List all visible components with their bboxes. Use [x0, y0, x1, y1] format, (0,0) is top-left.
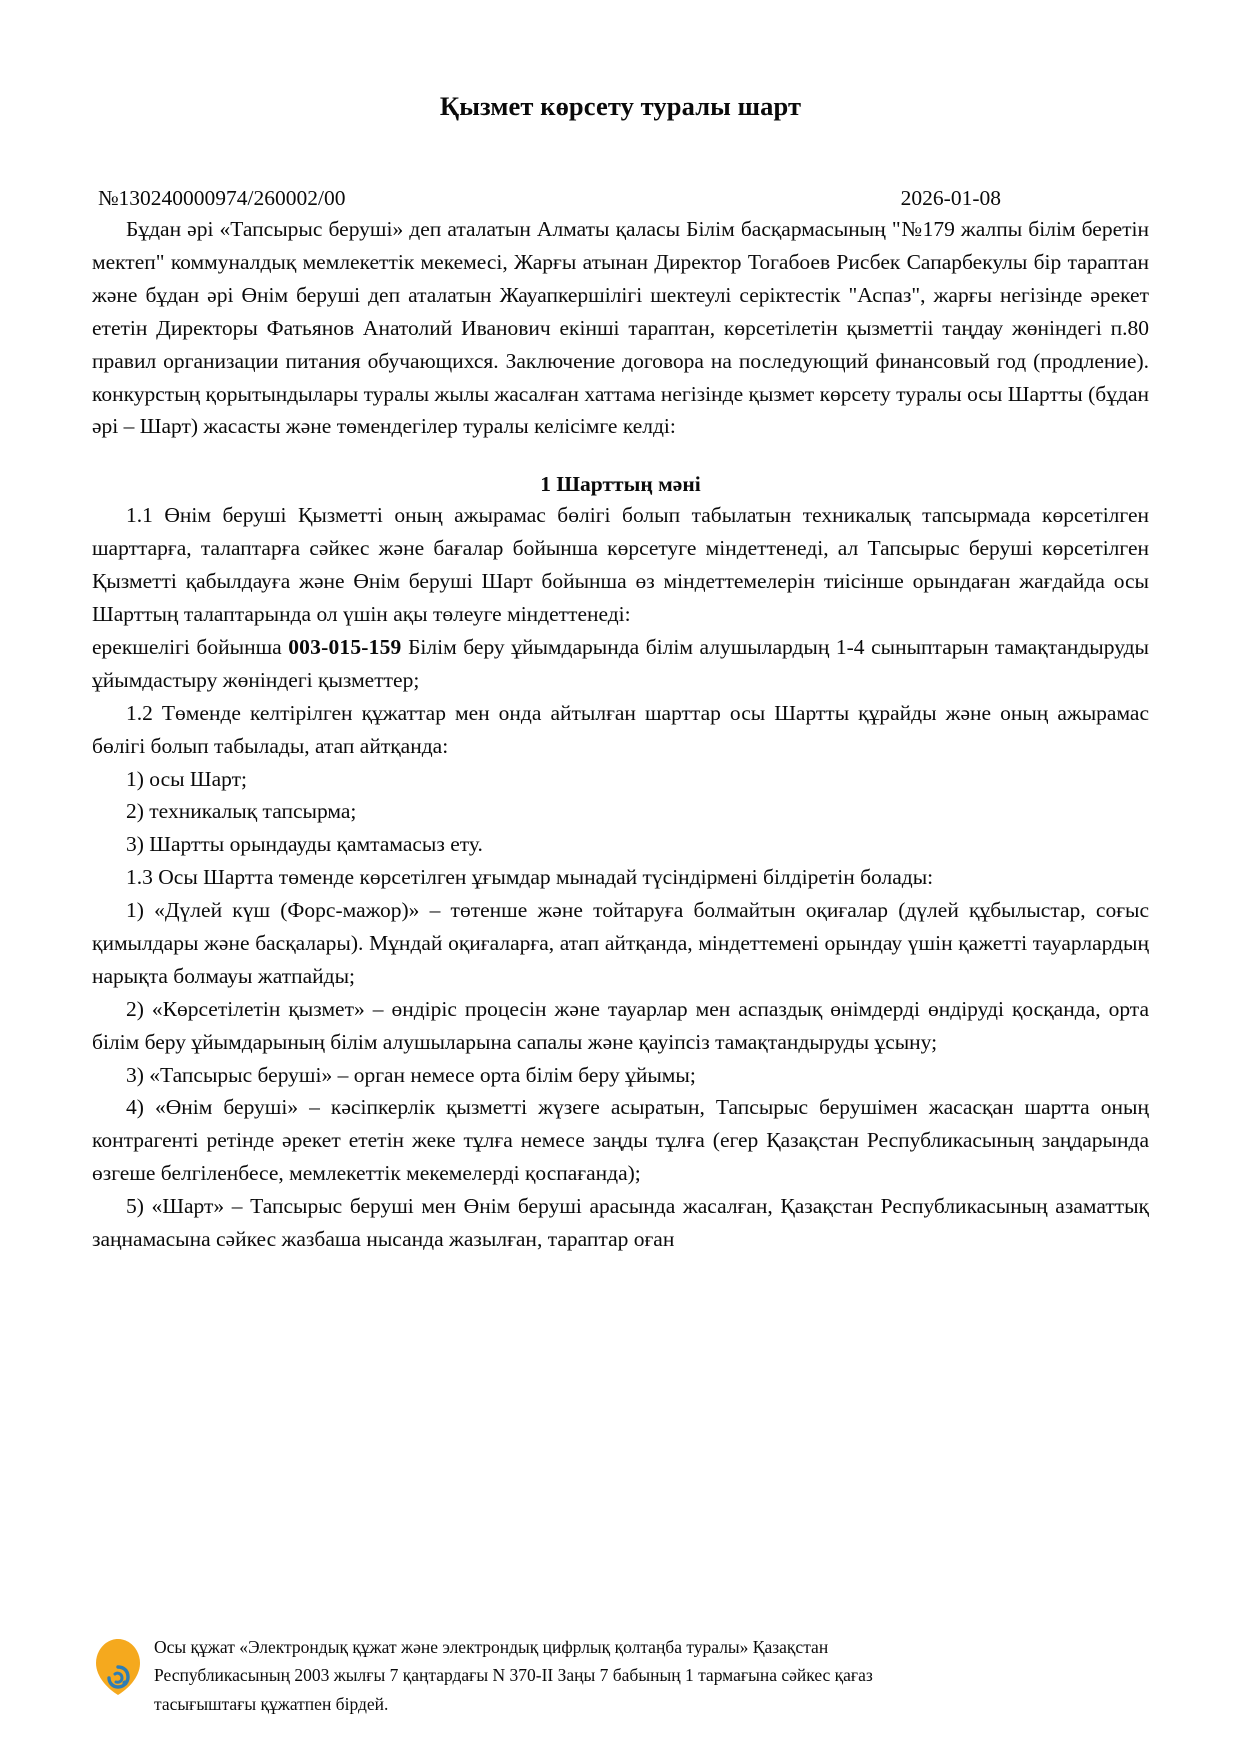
stamp-line-3: тасығыштағы құжатпен бірдей. — [154, 1693, 389, 1714]
service-suffix: Білім беру ұйымдарында білім алушылардың 1-4 сыныптарын тамақтандыруды ұйымдастыру жөніндегі қызметтер; — [92, 634, 1149, 692]
service-prefix: ерекшелігі бойынша — [92, 634, 289, 659]
stamp-line-1: Осы құжат «Электрондық құжат және электрондық цифрлық қолтаңба туралы» Қазақстан — [154, 1636, 829, 1657]
definition-item: 1) «Дүлей күш (Форс-мажор)» – төтенше және тойтаруға болмайтын оқиғалар (дүлей құбылыстар, соғыс қимылдары және басқалары). Мұндай оқиғаларға, атап айтқанда, міндеттемені орындау үшін қажетті тауарлардың нарықта болмауы жатпайды; — [92, 898, 1149, 988]
section-1-heading: 1 Шарттың мәні — [540, 472, 701, 497]
clause-1-3: 1.3 Осы Шартта төменде көрсетілген ұғымдар мынадай түсіндірмені білдіретін болады: — [126, 865, 934, 890]
electronic-signature-stamp — [92, 1633, 1149, 1718]
clause-1-2: 1.2 Төменде келтірілген құжаттар мен онда айтылған шарттар осы Шартты құрайды және оның ажырамас бөлігі болып табылады, атап айтқанда: — [92, 700, 1149, 758]
service-code: 003-015-159 — [288, 634, 402, 659]
definition-item: 4) «Өнім беруші» – кәсіпкерлік қызметті жүзеге асыратын, Тапсырыс берушімен жасасқан шартта оның контрагенті ретінде әрекет ететін жеке тұлға немесе заңды тұлға (егер Қазақстан Республикасының заңдарында өзгеше белгіленбесе, мемлекеттік мекемелерді қоспағанда); — [92, 1095, 1149, 1186]
definition-item: 5) «Шарт» – Тапсырыс беруші мен Өнім беруші арасында жасалған, Қазақстан Республикасының азаматтық заңнамасына сәйкес жазбаша нысанда жазылған, тараптар оған — [92, 1194, 1149, 1251]
stamp-line-2: Республикасының 2003 жылғы 7 қаңтардағы N 370-II Заңы 7 бабының 1 тармағына сәйкес қағаз — [154, 1665, 873, 1686]
stamp-text-block — [154, 1633, 873, 1718]
service-specification — [92, 631, 1149, 697]
clause-1-1: 1.1 Өнім беруші Қызметті оның ажырамас бөлігі болып табылатын техникалық тапсырмада көрсетілген шарттарға, талаптарға сәйкес және бағалар бойынша көрсетуге міндеттенеді, ал Тапсырыс беруші көрсетілген Қызметті қабылдауға және Өнім беруші Шарт бойынша өз міндеттемелерін тиісінше орындаған жағдайда осы Шарттың талаптарында ол үшін ақы төлеуге міндеттенеді: — [92, 503, 1149, 627]
contract-date: 2026-01-08 — [900, 186, 1001, 211]
definition-item: 2) «Көрсетілетін қызмет» – өндіріс процесін және тауарлар мен аспаздық өнімдерді өндіруді қосқанда, орта білім беру ұйымдарының білім алушыларына сапалы және қауіпсіз тамақтандыруды ұсыну; — [92, 996, 1149, 1054]
definition-item: 3) «Тапсырыс беруші» – орган немесе орта білім беру ұйымы; — [126, 1062, 696, 1087]
list-item: 1) осы Шарт; — [126, 766, 248, 791]
document-meta — [92, 185, 1149, 213]
preamble-paragraph: Бұдан әрі «Тапсырыс беруші» деп аталатын Алматы қаласы Білім басқармасының "№179 жалпы білім беретін мектеп" коммуналдық мемлекеттік мекемесі, Жарғы атынан Директор Тогабоев Рисбек Сапарбекулы бір тараптан және бұдан әрі Өнім беруші деп аталатын Жауапкершілігі шектеулі серіктестік "Аспаз", жарғы негізінде әрекет ететін Директоры Фатьянов Анатолий Иванович екінші тараптан, көрсетілетін қызметтіі таңдау жөніндегі п.80 правил организации питания обучающихся. Заключение договора на последующий финансовый год (продление). конкурстың қорытындылары туралы жылы жасалған хаттама негізінде қызмет көрсету туралы осы Шартты (бұдан әрі – Шарт) жасасты және төмендегілер туралы келісімге келді: — [92, 217, 1149, 439]
contract-number: №130240000974/260002/00 — [98, 186, 346, 211]
list-item: 2) техникалық тапсырма; — [126, 799, 357, 824]
egov-seal-icon — [92, 1637, 144, 1699]
page-title: Қызмет көрсету туралы шарт — [439, 91, 802, 121]
list-item: 3) Шартты орындауды қамтамасыз ету. — [126, 832, 483, 857]
